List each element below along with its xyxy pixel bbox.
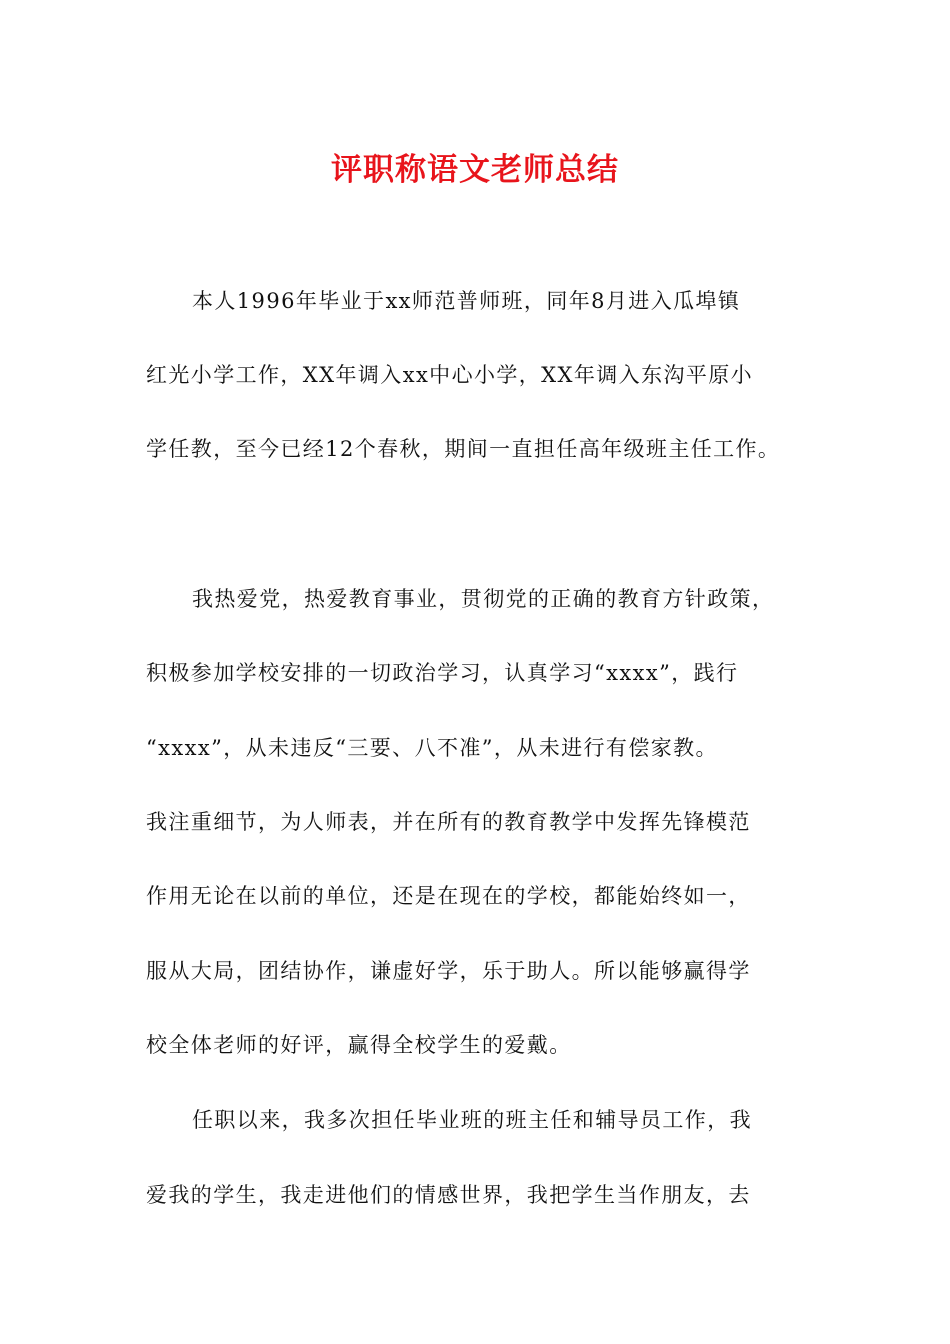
paragraph-1-line-3: 学任教，至今已经12个春秋，期间一直担任高年级班主任工作。 (146, 437, 781, 461)
paragraph-1-line-2: 红光小学工作，XX年调入xx中心小学，XX年调入东沟平原小 (146, 363, 754, 387)
paragraph-2-line-2: 积极参加学校安排的一切政治学习，认真学习“xxxx”，践行 (146, 661, 739, 685)
paragraph-2-line-1: 我热爱党，热爱教育事业，贯彻党的正确的教育方针政策， (192, 587, 775, 611)
paragraph-3-line-2: 爱我的学生，我走进他们的情感世界，我把学生当作朋友，去 (146, 1183, 751, 1207)
paragraph-2-line-3: “xxxx”，从未违反“三要、八不准”，从未进行有偿家教。 (146, 736, 718, 760)
paragraph-1-line-1: 本人1996年毕业于xx师范普师班，同年8月进入瓜埠镇 (192, 289, 741, 313)
paragraph-2-line-5: 作用无论在以前的单位，还是在现在的学校，都能始终如一， (146, 884, 751, 908)
paragraph-2-line-7: 校全体老师的好评，赢得全校学生的爱戴。 (146, 1033, 572, 1057)
paragraph-2-line-4: 我注重细节，为人师表，并在所有的教育教学中发挥先锋模范 (146, 810, 751, 834)
paragraph-2-line-6: 服从大局，团结协作，谦虚好学，乐于助人。所以能够赢得学 (146, 959, 751, 983)
paragraph-3-line-1: 任职以来，我多次担任毕业班的班主任和辅导员工作，我 (192, 1108, 752, 1132)
document-title: 评职称语文老师总结 (331, 152, 619, 188)
